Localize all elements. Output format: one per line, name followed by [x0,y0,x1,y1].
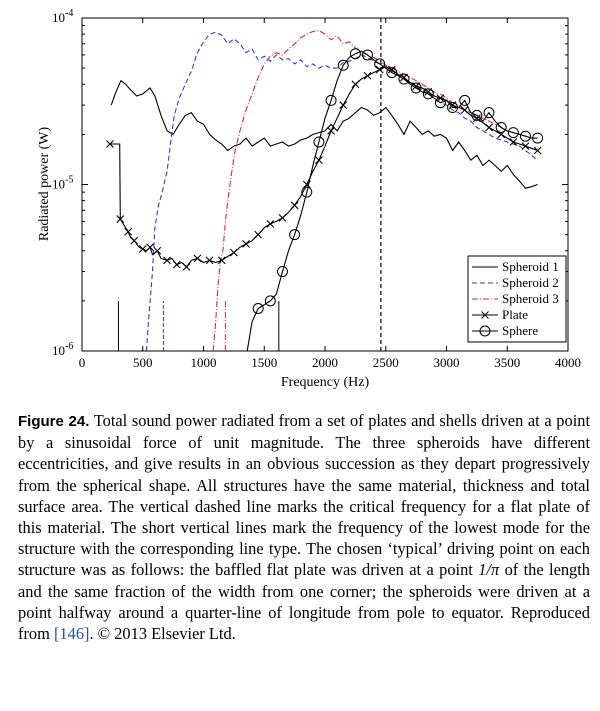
caption-reference-link[interactable]: [146] [53,624,90,644]
legend-label: Spheroid 3 [502,291,559,306]
plate-x-marker [328,127,335,134]
caption-math: 1/π [478,560,500,580]
x-tick-label: 0 [78,355,86,370]
y-axis-title: Radiated power (W) [37,126,52,242]
x-tick-label: 1000 [190,355,217,370]
x-tick-label: 3000 [433,355,460,370]
lowest-mode-lines [118,301,278,351]
plate-x-marker [243,240,250,247]
plate-x-marker [194,255,201,262]
figure-caption [18,410,590,644]
legend-label: Spheroid 1 [502,259,559,274]
plate-x-marker [125,228,132,235]
plate-x-marker [461,107,468,114]
plate-x-marker [352,81,359,88]
legend-label: Plate [502,307,528,322]
plate-x-marker [173,261,180,268]
x-tick-label: 2500 [372,355,399,370]
plate-x-marker [131,237,138,244]
caption-text-part-1: Total sound power radiated from a set of plates and shells driven at a point by a sinusoidal force of unit magnitude. The three spheroids have different eccentricities, and give results in an obvious succession as they depart progressively from the spherical shape. All structures have the same material, thickness and total surface area. The vertical dashed line marks the critical frequency for a flat plate of this material. The short vertical lines mark the frequency of the lowest mode for the structure with the corresponding line type. The chosen ‘typical’ driving point on each structure was as follows: the baffled flat plate was driven at a point [18,411,590,580]
plate-x-marker [315,157,322,164]
y-tick-label: $10^{-5}$ [52,174,74,192]
chart-legend [468,256,566,342]
plate-x-marker [340,102,347,109]
caption-figure-label: Figure 24. [18,413,90,430]
plate-x-marker [267,220,274,227]
x-tick-label: 4000 [555,355,581,370]
plate-x-marker [139,245,146,252]
caption-text-part-3: . © 2013 Elsevier Ltd. [89,624,236,644]
plate-x-marker [206,257,213,264]
series-line [111,81,537,189]
plate-x-marker [183,263,190,270]
x-axis-title: Frequency (Hz) [280,375,370,390]
plate-x-marker [364,72,371,79]
plate-x-marker [255,231,262,238]
legend-label: Sphere [502,323,539,338]
plate-x-marker [147,244,154,251]
plate-x-marker [522,143,529,150]
plate-x-marker [376,66,383,73]
y-tick-label: $10^{-6}$ [52,341,74,358]
plate-x-marker [291,202,298,209]
plate-x-marker [154,247,161,254]
plate-x-marker [230,249,237,256]
legend-label: Spheroid 2 [502,275,559,290]
plate-x-marker [486,124,493,131]
y-tick-label: $10^{-4}$ [52,8,74,25]
x-tick-label: 2000 [312,355,338,370]
plate-x-marker [218,257,225,264]
x-tick-label: 3500 [494,355,521,370]
plate-x-marker [279,214,286,221]
x-tick-label: 1500 [251,355,278,370]
plate-x-marker [164,257,171,264]
series-line [110,67,538,267]
plate-x-marker [534,147,541,154]
x-tick-label: 500 [133,355,153,370]
caption-text-part-2: of the length and the same fraction of the width from one corner; the spheroids were driven at a point halfway around a quarter-line of longitude from pole to equator. Reproduced from [18,560,590,644]
